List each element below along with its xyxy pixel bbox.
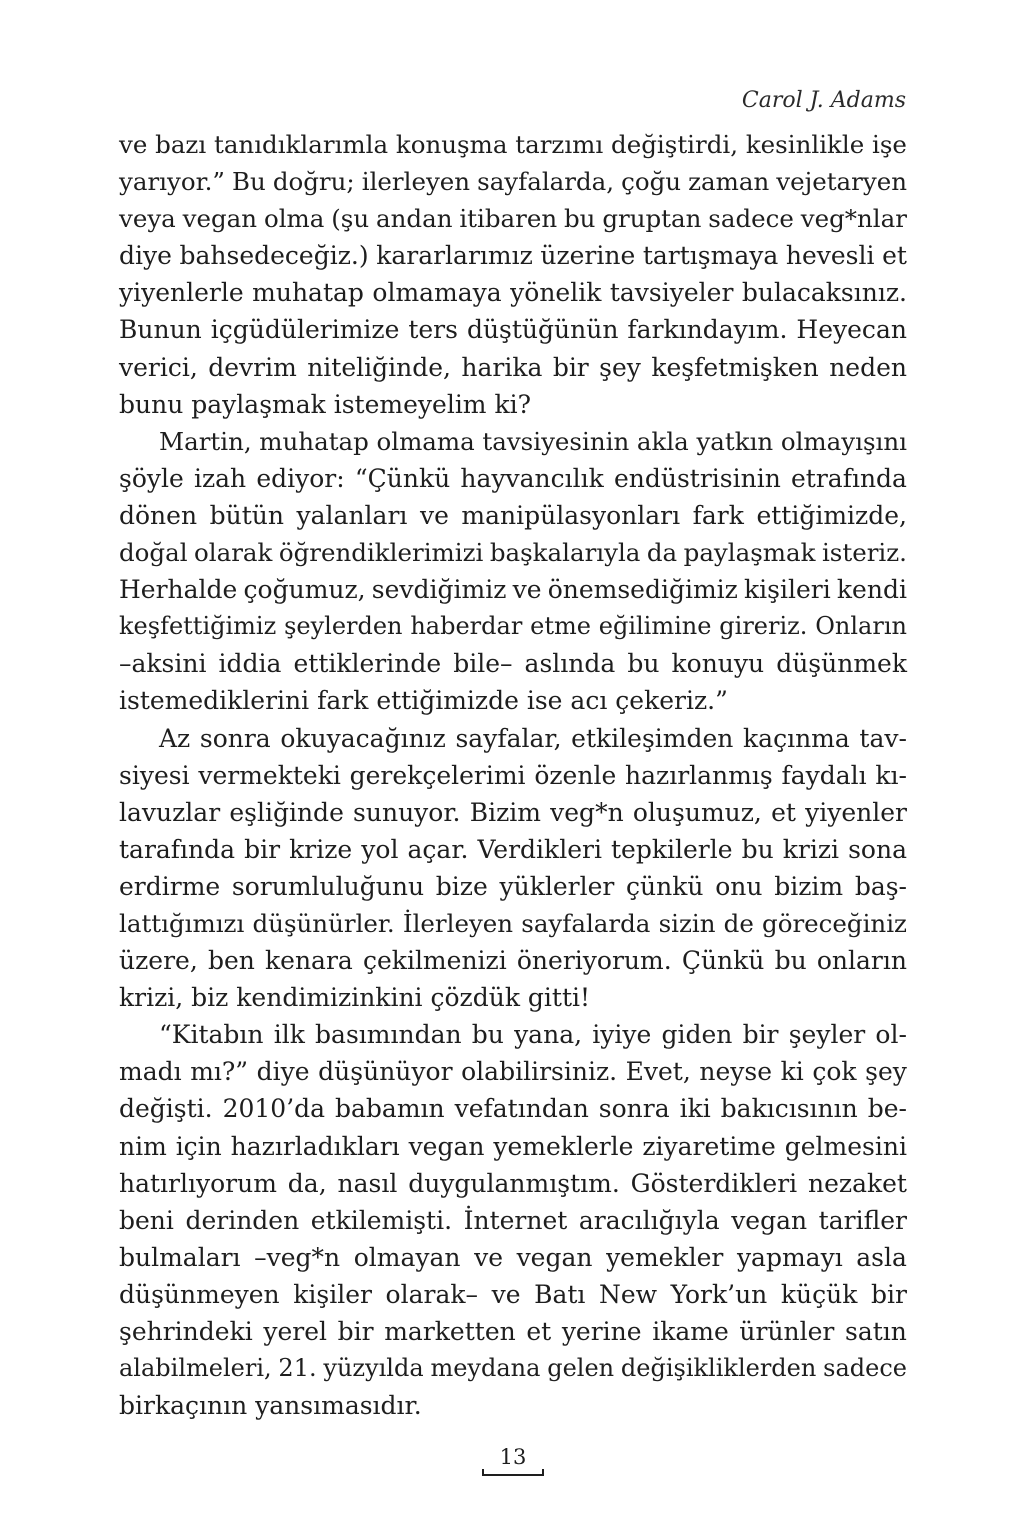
- text-line: erdirme sorumluluğunu bize yüklerler çünkü onu bizim baş-: [119, 871, 907, 901]
- text-line: şöyle izah ediyor: “Çünkü hayvancılık endüstrisinin etrafında: [119, 463, 907, 493]
- text-line: doğal olarak öğrendiklerimizi başkalarıyla da paylaşmak isteriz.: [119, 538, 907, 568]
- text-line: diye bahsedeceğiz.) kararlarımız üzerine tartışmaya hevesli et: [119, 241, 907, 271]
- text-line: bunu paylaşmak istemeyelim ki?: [119, 389, 532, 419]
- paragraph-first-line: Martin, muhatap olmama tavsiyesinin akla yatkın olmayışını: [159, 426, 907, 456]
- text-line: madı mı?” diye düşünüyor olabilirsiniz. Evet, neyse ki çok şey: [119, 1057, 907, 1087]
- text-line: düşünmeyen kişiler olarak– ve Batı New York’un küçük bir: [119, 1279, 907, 1309]
- text-line: bulmaları –veg*n olmayan ve vegan yemekler yapmayı asla: [119, 1242, 907, 1272]
- text-line: lattığımızı düşünürler. İlerleyen sayfalarda sizin de göreceğiniz: [119, 908, 907, 938]
- text-line: üzere, ben kenara çekilmenizi öneriyorum. Çünkü bu onların: [119, 946, 907, 976]
- text-line: Bunun içgüdülerimize ters düştüğünün farkındayım. Heyecan: [119, 315, 907, 345]
- paragraph-first-line: “Kitabın ilk basımından bu yana, iyiye giden bir şeyler ol-: [159, 1020, 907, 1050]
- paragraph-first-line: Az sonra okuyacağınız sayfalar, etkileşimden kaçınma tav-: [159, 723, 907, 753]
- text-line: keşfettiğimiz şeylerden haberdar etme eğilimine gireriz. Onların: [119, 612, 907, 641]
- text-line: yarıyor.” Bu doğru; ilerleyen sayfalarda, çoğu zaman vejetaryen: [119, 167, 907, 197]
- text-line: birkaçının yansımasıdır.: [119, 1391, 422, 1421]
- text-line: şehrindeki yerel bir marketten et yerine ikame ürünler satın: [119, 1317, 907, 1346]
- text-line: beni derinden etkilemişti. İnternet aracılığıyla vegan tarifler: [119, 1205, 907, 1235]
- text-line: lavuzlar eşliğinde sunuyor. Bizim veg*n oluşumuz, et yiyenler: [119, 797, 907, 827]
- text-line: hatırlıyorum da, nasıl duygulanmıştım. Gösterdikleri nezaket: [119, 1168, 907, 1198]
- body-text: [119, 126, 907, 1424]
- page-number: 13: [482, 1444, 544, 1476]
- text-line: dönen bütün yalanları ve manipülasyonları fark ettiğimizde,: [119, 500, 907, 530]
- text-line: siyesi vermekteki gerekçelerimi özenle hazırlanmış faydalı kı-: [119, 760, 907, 790]
- text-line: alabilmeleri, 21. yüzyılda meydana gelen değişikliklerden sadece: [119, 1354, 907, 1383]
- text-line: krizi, biz kendimizinkini çözdük gitti!: [119, 983, 591, 1013]
- text-line: yiyenlerle muhatap olmamaya yönelik tavsiyeler bulacaksınız.: [119, 278, 907, 308]
- text-line: veya vegan olma (şu andan itibaren bu gruptan sadece veg*nlar: [119, 204, 907, 234]
- running-head-author: Carol J. Adams: [741, 88, 906, 113]
- text-line: verici, devrim niteliğinde, harika bir şey keşfetmişken neden: [119, 352, 907, 382]
- text-line: ve bazı tanıdıklarımla konuşma tarzımı değiştirdi, kesinlikle işe: [119, 130, 907, 159]
- text-line: Herhalde çoğumuz, sevdiğimiz ve önemsediğimiz kişileri kendi: [119, 575, 907, 605]
- text-line: değişti. 2010’da babamın vefatından sonra iki bakıcısının be-: [119, 1094, 907, 1124]
- text-line: nim için hazırladıkları vegan yemeklerle ziyaretime gelmesini: [119, 1131, 907, 1161]
- text-line: tarafında bir krize yol açar. Verdikleri tepkilerle bu krizi sona: [119, 834, 907, 864]
- text-line: –aksini iddia ettiklerinde bile– aslında bu konuyu düşünmek: [119, 649, 907, 679]
- text-line: istemediklerini fark ettiğimizde ise acı çekeriz.”: [119, 686, 728, 716]
